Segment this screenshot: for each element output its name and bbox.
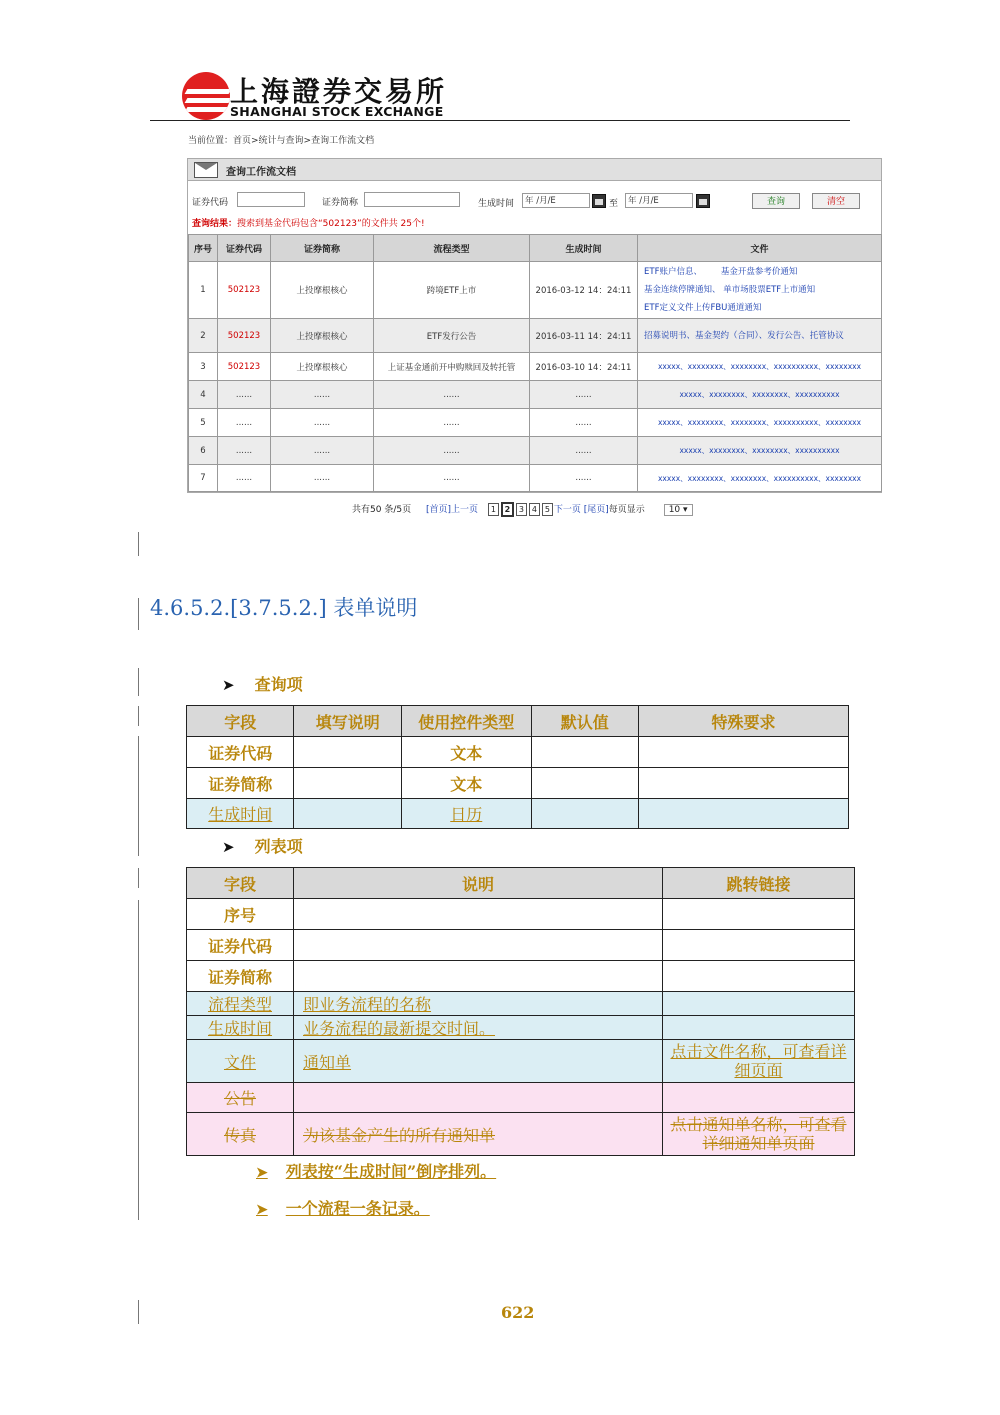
row-name: 上投摩根核心: [271, 262, 374, 319]
row-type: ......: [374, 465, 530, 492]
note-text: 一个流程一条记录。: [285, 1199, 430, 1218]
row-no: 7: [189, 465, 218, 492]
note-text: 列表按“生成时间”倒序排列。: [285, 1162, 497, 1181]
page-number: 622: [501, 1303, 535, 1322]
header-divider: [150, 120, 850, 121]
table-row: [187, 1040, 855, 1083]
field-cell: 生成时间: [187, 799, 294, 829]
last-page-link[interactable]: [尾页]: [583, 505, 609, 515]
table-row: [189, 381, 882, 409]
table-row: [187, 899, 855, 930]
table-row: [189, 437, 882, 465]
bullet-label: 列表项: [254, 837, 303, 856]
workflow-table: [188, 234, 882, 492]
row-no: 5: [189, 409, 218, 437]
calendar-icon[interactable]: [592, 194, 606, 208]
col-header-files: 文件: [638, 235, 882, 262]
row-code: 502123: [218, 319, 271, 353]
row-type: ......: [374, 437, 530, 465]
result-label: 查询结果：: [192, 219, 238, 229]
clear-button[interactable]: 清空: [812, 193, 860, 209]
table-row: [189, 409, 882, 437]
first-page-link[interactable]: [首页]: [425, 505, 451, 515]
per-page-label: 每页显示: [608, 505, 645, 515]
col-header: 字段: [187, 868, 294, 899]
file-link[interactable]: ETF定义文件上传FBU通道通知: [644, 303, 762, 313]
revision-bar: [138, 532, 139, 556]
control-cell: 文本: [401, 737, 531, 768]
next-page-link[interactable]: 下一页: [553, 505, 581, 515]
table-row: [187, 1016, 855, 1040]
table-row: [187, 768, 849, 799]
table-row: [189, 465, 882, 492]
table-row: [187, 992, 855, 1016]
name-input[interactable]: [364, 192, 460, 207]
revision-bar: [138, 900, 139, 1220]
default-cell: [531, 737, 638, 768]
arrow-bullet-icon: ➤: [256, 1165, 268, 1181]
row-code: 502123: [218, 353, 271, 381]
query-items-bullet: [222, 672, 303, 695]
revision-bar: [138, 868, 139, 888]
table-row: [187, 799, 849, 829]
link-cell: [663, 992, 855, 1016]
row-files[interactable]: xxxxx、xxxxxxxx、xxxxxxxx、xxxxxxxxxx、xxxxxxxx: [638, 409, 882, 437]
desc-cell: [294, 768, 401, 799]
revision-bar: [138, 1300, 139, 1324]
row-time: 2016-03-10 14：24:11: [530, 353, 638, 381]
arrow-bullet-icon: ➤: [256, 1202, 268, 1218]
row-time: 2016-03-11 14：24:11: [530, 319, 638, 353]
row-time: ......: [530, 381, 638, 409]
row-files[interactable]: 招募说明书、基金契约（合同）、发行公告、托管协议: [638, 319, 882, 353]
row-code: 502123: [218, 262, 271, 319]
link-cell: [663, 930, 855, 961]
control-cell: 日历: [401, 799, 531, 829]
desc-cell: [294, 930, 663, 961]
revision-bar: [138, 668, 139, 696]
col-header: 说明: [294, 868, 663, 899]
control-cell: 文本: [401, 768, 531, 799]
special-cell: [639, 799, 849, 829]
col-header: 默认值: [531, 706, 638, 737]
desc-cell: [294, 961, 663, 992]
note-item: [256, 1159, 496, 1182]
pagination: [352, 502, 693, 517]
col-header: 填写说明: [294, 706, 401, 737]
arrow-bullet-icon: ➤: [222, 676, 235, 694]
row-type: ETF发行公告: [374, 319, 530, 353]
row-name: ......: [271, 381, 374, 409]
row-name: ......: [271, 437, 374, 465]
envelope-icon: [194, 162, 218, 178]
row-no: 1: [189, 262, 218, 319]
col-header-name: 证券简称: [271, 235, 374, 262]
row-code: ......: [218, 409, 271, 437]
field-cell: 公告: [187, 1083, 294, 1113]
row-files[interactable]: xxxxx、xxxxxxxx、xxxxxxxx、xxxxxxxxxx: [638, 381, 882, 409]
breadcrumb: 当前位置：首页>统计与查询>查询工作流文档: [188, 136, 375, 146]
row-type: 跨境ETF上市: [374, 262, 530, 319]
logo-chinese-name: 上海證券交易所: [230, 75, 448, 108]
row-name: 上投摩根核心: [271, 353, 374, 381]
query-panel: [187, 158, 882, 493]
row-no: 3: [189, 353, 218, 381]
col-header-time: 生成时间: [530, 235, 638, 262]
row-no: 2: [189, 319, 218, 353]
default-cell: [531, 799, 638, 829]
row-time: ......: [530, 437, 638, 465]
desc-cell: [294, 1083, 663, 1113]
per-page-select[interactable]: 10 ▾: [664, 504, 693, 516]
pager-total: 共有50 条/5页: [352, 505, 412, 515]
table-row: [189, 353, 882, 381]
revision-bar: [138, 736, 139, 856]
desc-cell: [294, 899, 663, 930]
desc-cell: 即业务流程的名称: [294, 992, 663, 1016]
row-time: ......: [530, 465, 638, 492]
query-button[interactable]: 查询: [752, 193, 800, 209]
row-code: ......: [218, 381, 271, 409]
field-cell: 传真: [187, 1113, 294, 1156]
prev-page-link[interactable]: 上一页: [450, 505, 478, 515]
result-summary: [192, 216, 425, 229]
link-cell: 点击文件名称，可查看详细页面: [663, 1040, 855, 1083]
page-link[interactable]: 4: [529, 503, 540, 516]
file-link[interactable]: 基金连续停牌通知、 单市场股票ETF上市通知: [644, 285, 816, 295]
default-cell: [531, 768, 638, 799]
link-cell: [663, 961, 855, 992]
revision-bar: [138, 598, 139, 630]
col-header-type: 流程类型: [374, 235, 530, 262]
time-label: 生成时间: [478, 199, 515, 209]
link-cell: [663, 899, 855, 930]
row-name: ......: [271, 465, 374, 492]
special-cell: [639, 737, 849, 768]
panel-title: 查询工作流文档: [226, 167, 296, 178]
field-cell: 序号: [187, 899, 294, 930]
col-header-no: 序号: [189, 235, 218, 262]
code-label: 证券代码: [192, 198, 229, 208]
col-header: 跳转链接: [663, 868, 855, 899]
date-from-input[interactable]: 年 /月/E: [522, 193, 590, 208]
result-text: 搜索到基金代码包含“502123”的文件共 25个!: [237, 219, 425, 229]
field-cell: 证券简称: [187, 768, 294, 799]
list-items-bullet: [222, 834, 303, 857]
desc-cell: [294, 737, 401, 768]
col-header-code: 证券代码: [218, 235, 271, 262]
sse-logo-icon: [182, 72, 230, 120]
bullet-label: 查询项: [254, 675, 303, 694]
logo-english-name: SHANGHAI STOCK EXCHANGE: [230, 104, 444, 119]
row-time: 2016-03-12 14：24:11: [530, 262, 638, 319]
name-label: 证券简称: [322, 198, 359, 208]
table-row: [189, 319, 882, 353]
field-cell: 生成时间: [187, 1016, 294, 1040]
panel-header: [188, 159, 881, 181]
row-name: ......: [271, 409, 374, 437]
note-item: [256, 1196, 430, 1219]
link-cell: 点击通知单名称，可查看详细通知单页面: [663, 1113, 855, 1156]
query-items-table: [186, 705, 849, 829]
table-row: [187, 930, 855, 961]
col-header: 使用控件类型: [401, 706, 531, 737]
link-cell: [663, 1083, 855, 1113]
row-no: 6: [189, 437, 218, 465]
row-type: 上证基金通前开申购赎回及转托管: [374, 353, 530, 381]
table-row: [187, 961, 855, 992]
table-row: [189, 262, 882, 319]
row-files[interactable]: xxxxx、xxxxxxxx、xxxxxxxx、xxxxxxxxxx: [638, 437, 882, 465]
desc-cell: 为该基金产生的所有通知单: [294, 1113, 663, 1156]
row-files[interactable]: xxxxx、xxxxxxxx、xxxxxxxx、xxxxxxxxxx、xxxxxxxx: [638, 465, 882, 492]
table-row: [187, 1083, 855, 1113]
page-link[interactable]: 3: [516, 503, 527, 516]
row-type: ......: [374, 381, 530, 409]
page-link[interactable]: 5: [542, 503, 553, 516]
field-cell: 证券代码: [187, 930, 294, 961]
calendar-icon[interactable]: [696, 194, 710, 208]
row-time: ......: [530, 409, 638, 437]
field-cell: 流程类型: [187, 992, 294, 1016]
desc-cell: 通知单: [294, 1040, 663, 1083]
row-files: [638, 262, 882, 319]
row-type: ......: [374, 409, 530, 437]
page-link-current[interactable]: 2: [501, 502, 514, 517]
to-label: 至: [609, 199, 619, 209]
link-cell: [663, 1016, 855, 1040]
field-cell: 证券代码: [187, 737, 294, 768]
row-files[interactable]: xxxxx、xxxxxxxx、xxxxxxxx、xxxxxxxxxx、xxxxxxxx: [638, 353, 882, 381]
special-cell: [639, 768, 849, 799]
file-link[interactable]: ETF账户信息、 基金开盘参考价通知: [644, 267, 798, 277]
list-items-table: [186, 867, 855, 1156]
field-cell: 证券简称: [187, 961, 294, 992]
page-link[interactable]: 1: [488, 503, 499, 516]
desc-cell: 业务流程的最新提交时间。: [294, 1016, 663, 1040]
date-to-input[interactable]: 年 /月/E: [625, 193, 693, 208]
revision-bar: [138, 706, 139, 726]
row-name: 上投摩根核心: [271, 319, 374, 353]
row-code: ......: [218, 437, 271, 465]
code-input[interactable]: [237, 192, 305, 207]
field-cell: 文件: [187, 1040, 294, 1083]
row-code: ......: [218, 465, 271, 492]
col-header: 特殊要求: [639, 706, 849, 737]
table-row: [187, 737, 849, 768]
desc-cell: [294, 799, 401, 829]
col-header: 字段: [187, 706, 294, 737]
table-row: [187, 1113, 855, 1156]
arrow-bullet-icon: ➤: [222, 838, 235, 856]
row-no: 4: [189, 381, 218, 409]
section-heading: 4.6.5.2.[3.7.5.2.] 表单说明: [150, 596, 418, 620]
